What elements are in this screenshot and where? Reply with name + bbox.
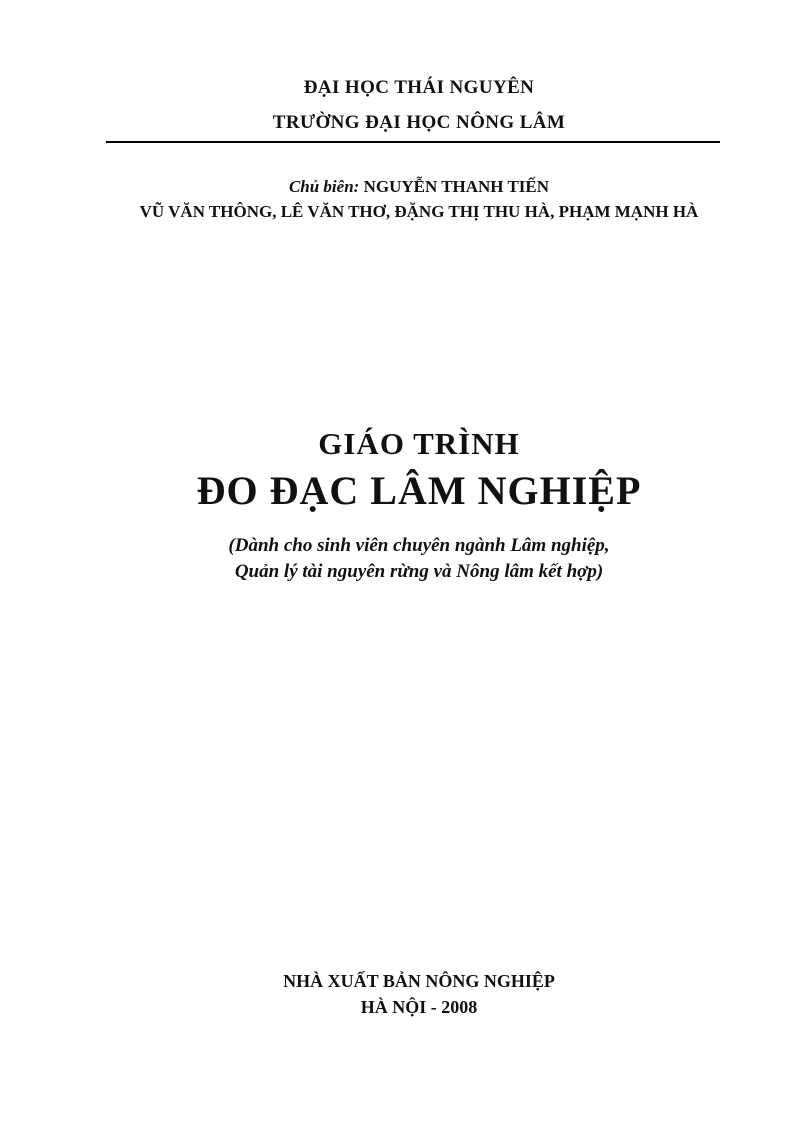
series-title: GIÁO TRÌNH bbox=[318, 426, 520, 461]
place-year: HÀ NỘI - 2008 bbox=[360, 997, 478, 1017]
editor-line bbox=[44, 174, 794, 199]
book-title: ĐO ĐẠC LÂM NGHIỆP bbox=[196, 468, 642, 513]
header-divider-line bbox=[106, 141, 720, 143]
editor-label: Chủ biên: bbox=[288, 177, 364, 196]
publisher-name: NHÀ XUẤT BẢN NÔNG NGHIỆP bbox=[283, 971, 555, 991]
title-block bbox=[44, 424, 794, 518]
subtitle-line-1: (Dành cho sinh viên chuyên ngành Lâm nghiệp, bbox=[228, 535, 610, 556]
organization-header bbox=[44, 70, 794, 140]
subtitle-line-2: Quản lý tài nguyên rừng và Nông lâm kết hợp) bbox=[234, 561, 604, 582]
publisher-block bbox=[44, 968, 794, 1020]
editor-name: NGUYỄN THANH TIẾN bbox=[363, 177, 550, 196]
university-name: ĐẠI HỌC THÁI NGUYÊN bbox=[303, 77, 535, 98]
authors-line: VŨ VĂN THÔNG, LÊ VĂN THƠ, ĐẶNG THỊ THU HÀ, PHẠM MẠNH HÀ bbox=[139, 202, 699, 221]
subtitle bbox=[44, 533, 794, 585]
school-name: TRƯỜNG ĐẠI HỌC NÔNG LÂM bbox=[272, 112, 566, 133]
byline bbox=[44, 174, 794, 224]
